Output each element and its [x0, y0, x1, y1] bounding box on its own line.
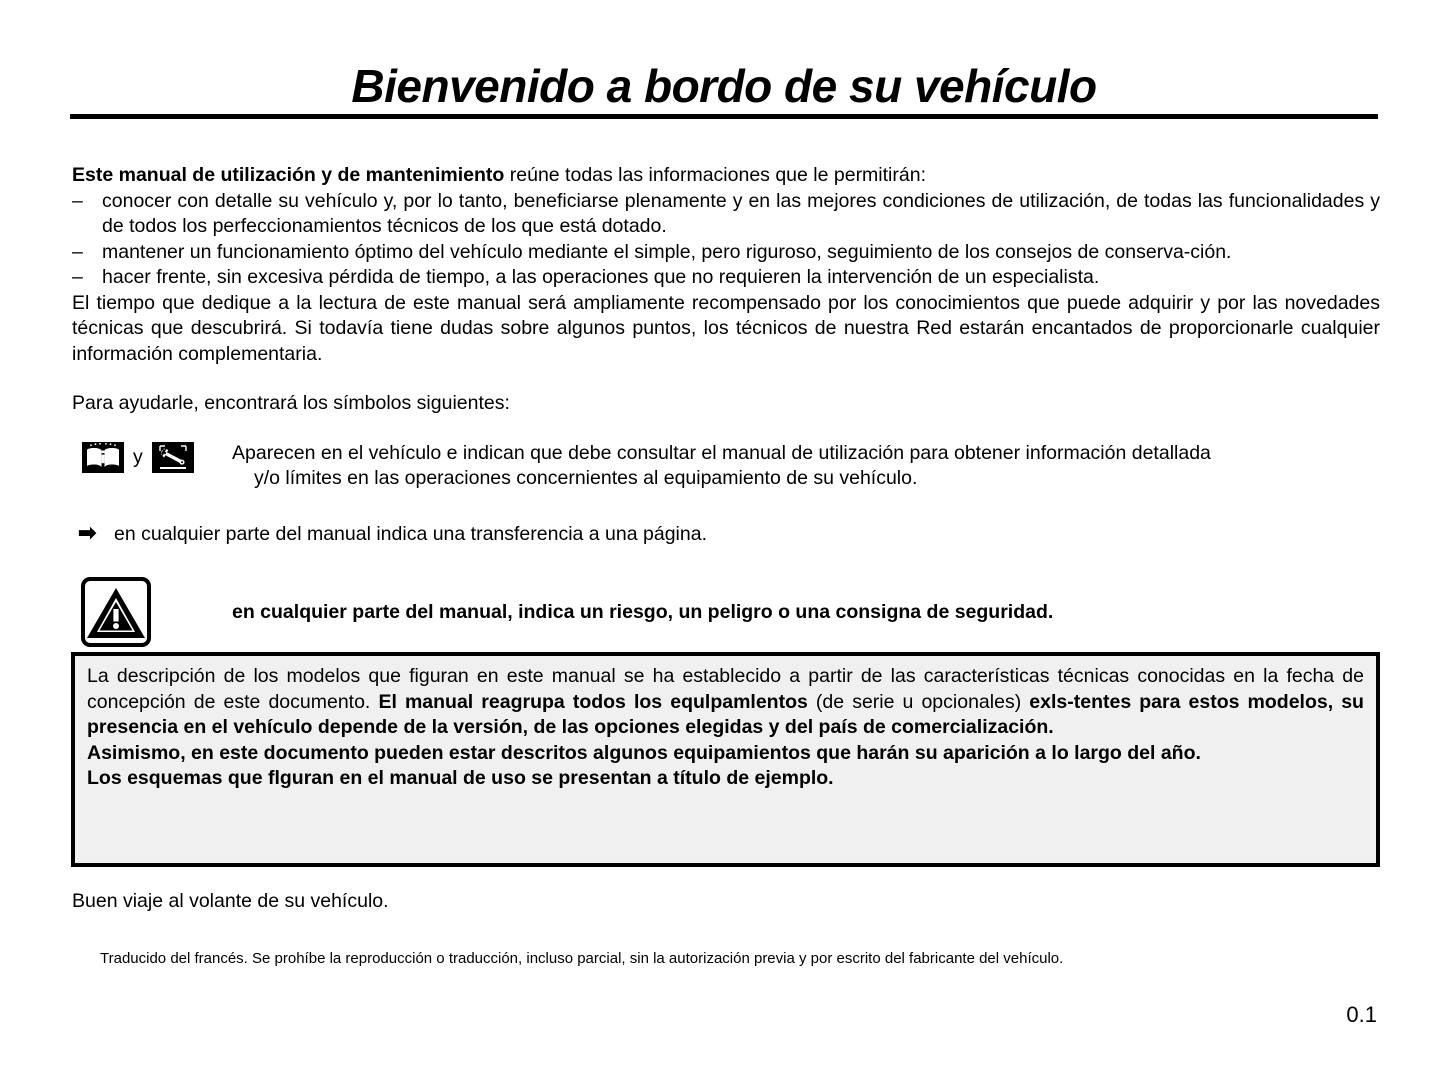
page-title: Bienvenido a bordo de su vehículo [351, 60, 1097, 112]
notice-text-bold-c: Asimismo, en este documento pueden estar descritos algunos equipamientos que harán su aparición a lo largo del año. [87, 741, 1201, 764]
spacer [72, 417, 1380, 441]
notice-text-bold-a: El manual reagrupa todos los equlpamlentos [378, 690, 808, 713]
manual-book-info-icon [82, 442, 124, 473]
vehicle-symbols-description [232, 441, 1380, 492]
right-arrow-icon: ➡ [78, 519, 97, 545]
intro-bullet-list [72, 189, 1380, 291]
page-number: 0.1 [1346, 1002, 1377, 1027]
warning-triangle-icon [81, 577, 151, 647]
list-item [72, 189, 1380, 240]
document-body [72, 163, 1380, 651]
page-reference-row [72, 519, 1380, 548]
notice-text-plain-b: (de serie u opcionales) [807, 690, 1030, 713]
list-item [72, 265, 1380, 291]
title-divider [70, 114, 1378, 119]
notice-text-plain-a: La descripción de los modelos que figuran en este manual se ha establecido a partir de las características técnicas conocidas en la fecha de concepción de este documento. [87, 665, 1364, 713]
list-item-text: conocer con detalle su vehículo y, por lo tanto, beneficiarse plenamente y en las mejores condiciones de utilización, de todas las funcionalidades y de todos los perfeccionamientos técnicos de los que está dotado. [102, 189, 1380, 237]
notice-paragraph-3 [87, 766, 1364, 792]
closing-line: Buen viaje al volante de su vehículo. [72, 890, 389, 912]
notice-text-bold-d: Los esquemas que flguran en el manual de uso se presentan a título de ejemplo. [87, 767, 834, 789]
spacer [72, 547, 1380, 577]
safety-warning-text: en cualquier parte del manual, indica un riesgo, un peligro o una consigna de seguridad. [232, 601, 1054, 623]
vehicle-symbols-row [72, 441, 1380, 492]
page-reference-text: en cualquier parte del manual indica una transferencia a una página. [114, 522, 707, 545]
notice-box [71, 652, 1380, 867]
spacer [72, 367, 1380, 391]
dash-marker: – [72, 266, 83, 288]
vehicle-symbols-line2: y/o límites en las operaciones concernientes al equipamiento de su vehículo. [254, 467, 918, 489]
safety-warning-row [72, 577, 1380, 651]
page-header [70, 62, 1378, 119]
list-item-text: mantener un funcionamiento óptimo del vehículo mediante el simple, pero riguroso, seguimiento de los consejos de conserva-ción. [102, 240, 1232, 263]
list-item-text: hacer frente, sin excesiva pérdida de tiempo, a las operaciones que no requieren la intervención de un especialista. [102, 266, 1100, 288]
dash-marker: – [72, 189, 83, 212]
notice-text-bold-b: exls-tentes para estos modelos, su presencia en el vehículo depende de la versión, de las opciones elegidas y del país de comercialización. [87, 690, 1364, 738]
symbols-conjunction: y [133, 445, 143, 468]
wrench-service-icon [152, 442, 194, 473]
vehicle-symbol-icons [82, 442, 194, 473]
copyright-notice: Traducido del francés. Se prohíbe la reproducción o traducción, incluso parcial, sin la autorización previa y por escrito del fabricante del vehículo. [100, 950, 1064, 967]
dash-marker: – [72, 240, 83, 263]
intro-paragraph: El tiempo que dedique a la lectura de este manual será ampliamente recompensado por los conocimientos que puede adquirir y por las novedades técnicas que descubrirá. Si todavía tiene dudas sobre algunos puntos, los técnicos de nuestra Red estarán encantados de proporcionarle cualquier información complementaria. [72, 291, 1380, 365]
spacer [72, 492, 1380, 522]
list-item [72, 240, 1380, 266]
symbols-intro: Para ayudarle, encontrará los símbolos siguientes: [72, 392, 510, 414]
intro-lead-rest: reúne todas las informaciones que le permitirán: [504, 164, 926, 186]
vehicle-symbols-line1: Aparecen en el vehículo e indican que debe consultar el manual de utilización para obtener información detallada [232, 441, 1211, 464]
notice-paragraph-2 [87, 741, 1364, 767]
notice-paragraph-1 [87, 664, 1364, 741]
intro-lead-bold: Este manual de utilización y de mantenimiento [72, 164, 505, 186]
intro-lead [72, 163, 1380, 189]
